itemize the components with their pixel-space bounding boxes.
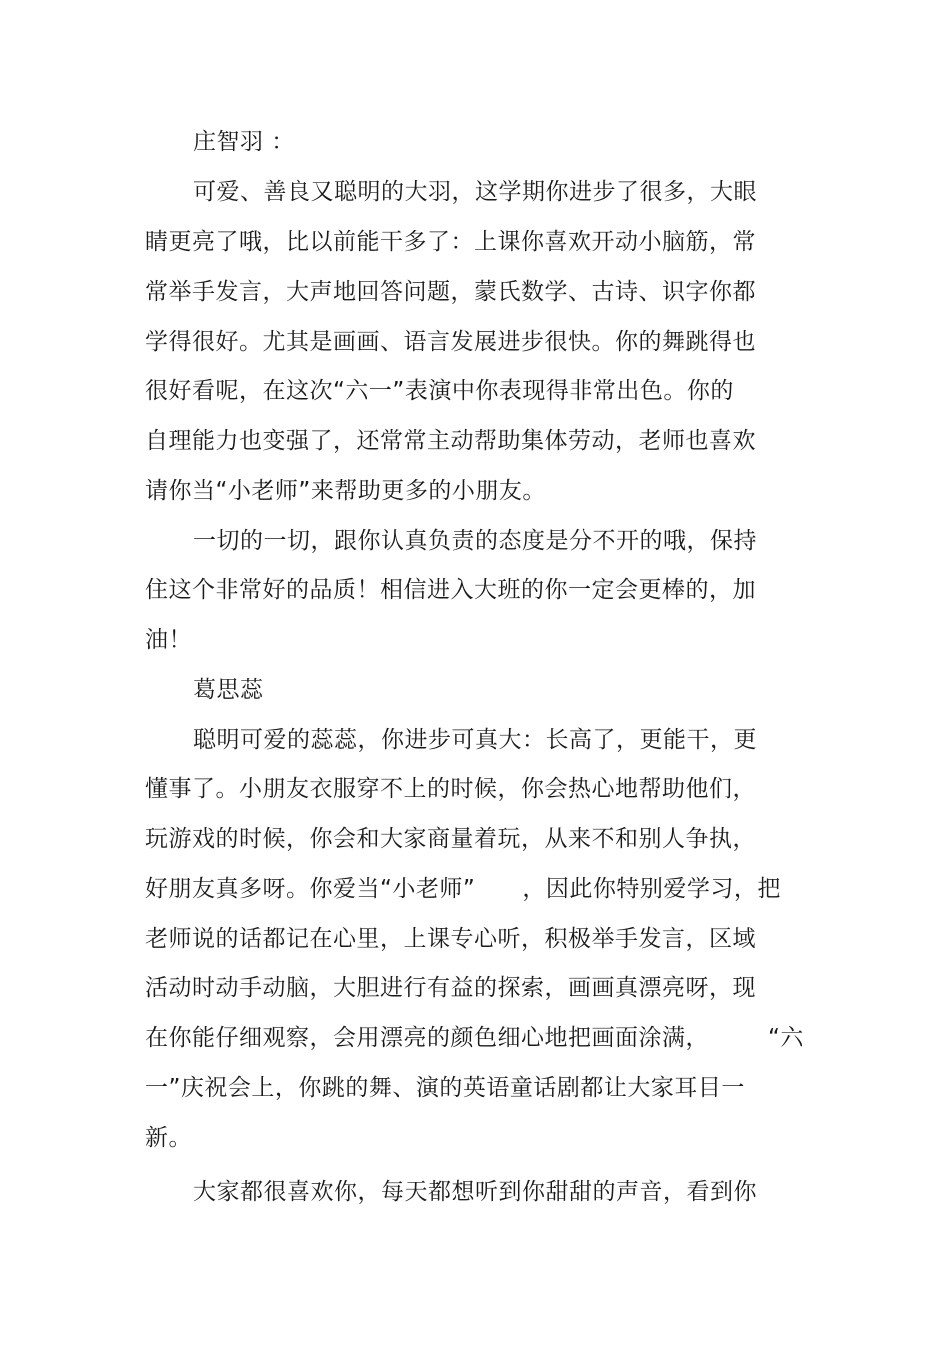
comment-line: 老师说的话都记在心里，上课专心听，积极举手发言，区域 xyxy=(145,926,756,952)
comment-line: 一切的一切，跟你认真负责的态度是分不开的哦，保持 xyxy=(193,528,757,554)
student-name-heading: 庄智羽 ： xyxy=(193,129,295,155)
comment-line: 油！ xyxy=(145,627,192,653)
comment-line: 懂事了。小朋友衣服穿不上的时候，你会热心地帮助他们， xyxy=(145,776,756,802)
comment-line: 学得很好。尤其是画画、语言发展进步很快。你的舞跳得也 xyxy=(145,329,756,355)
comment-line: 在你能仔细观察，会用漂亮的颜色细心地把画面涂满， “六 xyxy=(145,1025,804,1051)
comment-line: 聪明可爱的蕊蕊，你进步可真大：长高了，更能干，更 xyxy=(193,727,757,753)
comment-line: 新。 xyxy=(145,1125,192,1151)
comment-line: 玩游戏的时候，你会和大家商量着玩，从来不和别人争执， xyxy=(145,826,756,852)
comment-line: 很好看呢，在这次“六一”表演中你表现得非常出色。你的 xyxy=(145,378,734,404)
comment-line: 活动时动手动脑，大胆进行有益的探索，画画真漂亮呀，现 xyxy=(145,975,756,1001)
comment-line: 一”庆祝会上，你跳的舞、演的英语童话剧都让大家耳目一 xyxy=(145,1075,745,1101)
student-name-heading: 葛思蕊 xyxy=(193,677,264,703)
comment-line: 大家都很喜欢你，每天都想听到你甜甜的声音，看到你 xyxy=(193,1179,757,1205)
comment-line: 睛更亮了哦，比以前能干多了：上课你喜欢开动小脑筋，常 xyxy=(145,229,756,255)
comment-line: 可爱、善良又聪明的大羽，这学期你进步了很多，大眼 xyxy=(193,179,757,205)
comment-line: 自理能力也变强了，还常常主动帮助集体劳动，老师也喜欢 xyxy=(145,428,756,454)
comment-line: 住这个非常好的品质！相信进入大班的你一定会更棒的，加 xyxy=(145,577,756,603)
comment-line: 好朋友真多呀。你爱当“小老师” ，因此你特别爱学习，把 xyxy=(145,876,781,902)
comment-line: 常举手发言，大声地回答问题，蒙氏数学、古诗、识字你都 xyxy=(145,279,756,305)
comment-line: 请你当“小老师”来帮助更多的小朋友。 xyxy=(145,478,546,504)
